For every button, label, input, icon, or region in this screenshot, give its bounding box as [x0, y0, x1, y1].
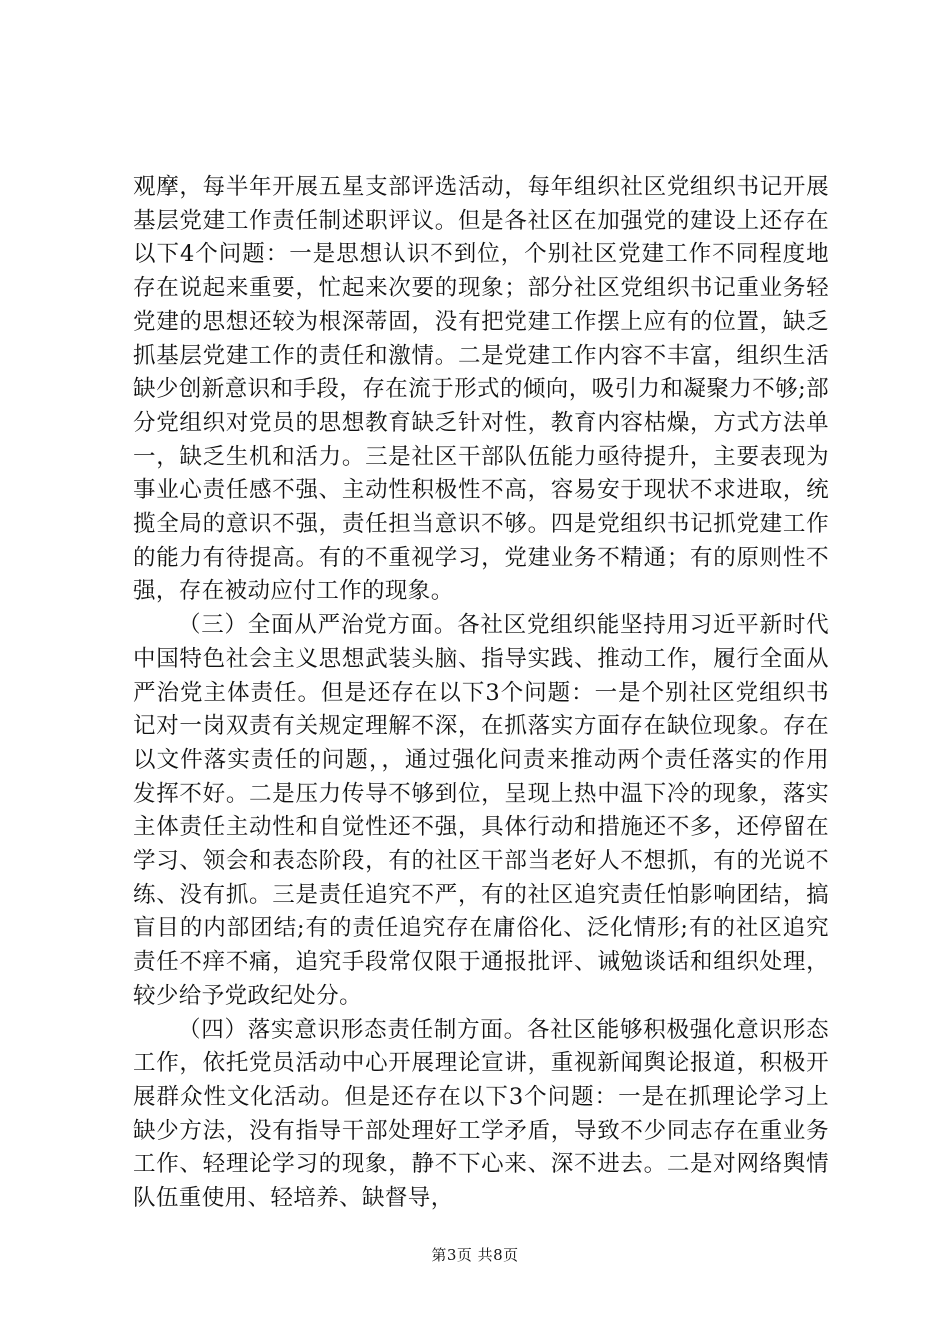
paragraph-section-three: （三）全面从严治党方面。各社区党组织能坚持用习近平新时代中国特色社会主义思想武装头脑、指导实践、推动工作，履行全面从严治党主体责任。但是还存在以下3个问题：一是个别社区党组织书记对一岗双责有关规定理解不深，在抓落实方面存在缺位现象。存在以文件落实责任的问题，，通过强化问责来推动两个责任落实的作用发挥不好。二是压力传导不够到位，呈现上热中温下冷的现象，落实主体责任主动性和自觉性还不强，具体行动和措施还不多，还停留在学习、领会和表态阶段，有的社区干部当老好人不想抓，有的光说不练、没有抓。三是责任追究不严，有的社区追究责任怕影响团结，搞盲目的内部团结;有的责任追究存在庸俗化、泛化情形;有的社区追究责任不痒不痛，追究手段常仅限于通报批评、诫勉谈话和组织处理，较少给予党政纪处分。	[133, 612, 829, 1009]
page-number-footer: 第3页 共8页	[431, 1246, 519, 1264]
document-body	[133, 171, 829, 1216]
paragraph-continuation: 观摩，每半年开展五星支部评选活动，每年组织社区党组织书记开展基层党建工作责任制述职评议。但是各社区在加强党的建设上还存在以下4个问题：一是思想认识不到位，个别社区党建工作不同程度地存在说起来重要，忙起来次要的现象；部分社区党组织书记重业务轻党建的思想还较为根深蒂固，没有把党建工作摆上应有的位置，缺乏抓基层党建工作的责任和激情。二是党建工作内容不丰富，组织生活缺少创新意识和手段，存在流于形式的倾向，吸引力和凝聚力不够;部分党组织对党员的思想教育缺乏针对性，教育内容枯燥，方式方法单一，缺乏生机和活力。三是社区干部队伍能力亟待提升，主要表现为事业心责任感不强、主动性积极性不高，容易安于现状不求进取，统揽全局的意识不强，责任担当意识不够。四是党组织书记抓党建工作的能力有待提高。有的不重视学习，党建业务不精通；有的原则性不强，存在被动应付工作的现象。	[133, 174, 829, 605]
paragraph-section-four: （四）落实意识形态责任制方面。各社区能够积极强化意识形态工作，依托党员活动中心开展理论宣讲，重视新闻舆论报道，积极开展群众性文化活动。但是还存在以下3个问题：一是在抓理论学习上缺少方法，没有指导干部处理好工学矛盾，导致不少同志存在重业务工作、轻理论学习的现象，静不下心来、深不进去。二是对网络舆情队伍重使用、轻培养、缺督导，	[133, 1016, 829, 1212]
